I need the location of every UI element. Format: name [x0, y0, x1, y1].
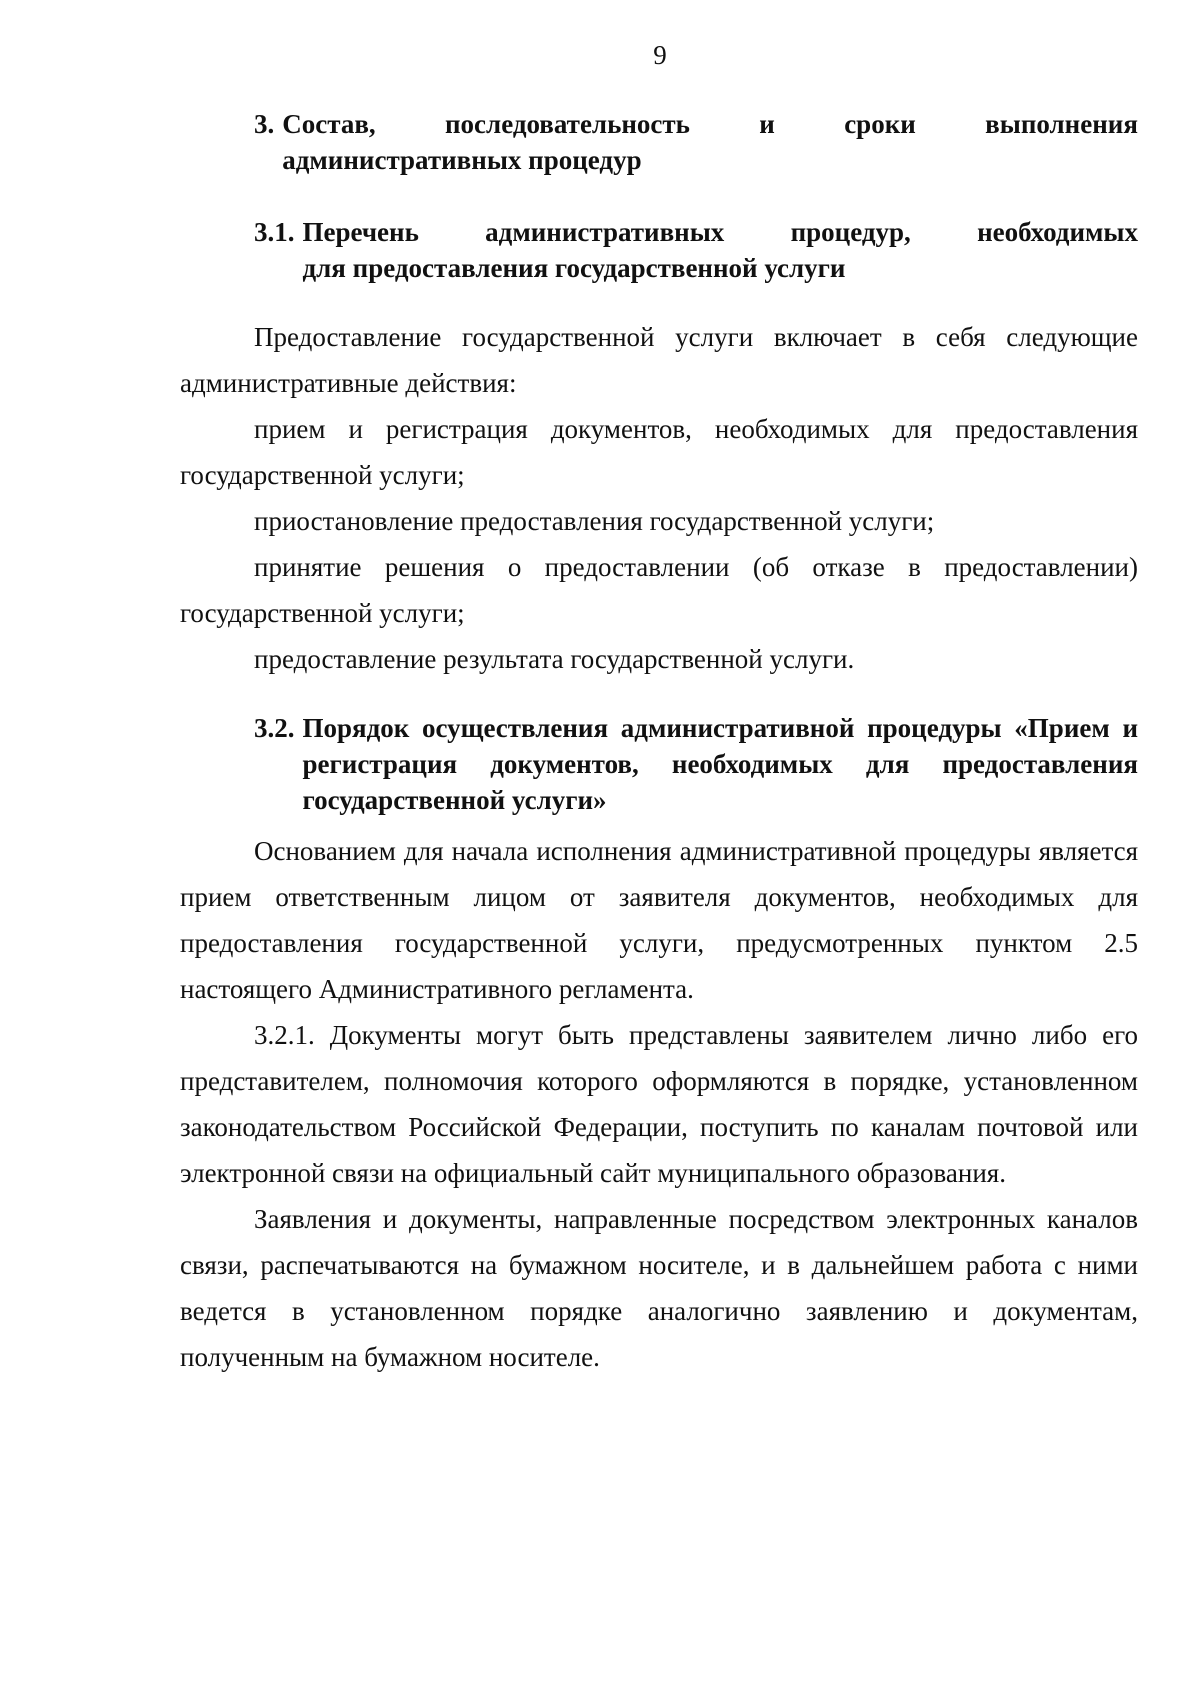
list-item: предоставление результата государственной услуги.: [254, 644, 855, 674]
heading-word: административных: [485, 217, 725, 247]
section-number: 3.: [254, 109, 275, 139]
heading-word: необходимых: [977, 217, 1138, 247]
section-number: 3.2.: [254, 713, 295, 743]
paragraph: Предоставление государственной услуги включает в себя следующие административные действия:: [180, 322, 1138, 398]
section-3-heading: [180, 106, 1138, 178]
list-item: принятие решения о предоставлении (об отказе в предоставлении) государственной услуги;: [180, 552, 1138, 628]
heading-text: Порядок осуществления административной процедуры «Прием и регистрация документов, необходимых для предоставления государственной услуги»: [302, 713, 1138, 815]
heading-word: и: [759, 109, 775, 139]
heading-line-1: [303, 214, 1139, 250]
heading-word: сроки: [844, 109, 916, 139]
heading-line-1: [282, 106, 1138, 142]
section-number: 3.1.: [254, 217, 295, 247]
list-item: приостановление предоставления государственной услуги;: [254, 506, 935, 536]
paragraph: Основанием для начала исполнения административной процедуры является прием ответственным лицом от заявителя документов, необходимых для предоставления государственной услуги, предусмотренных пунктом 2.5 настоящего Административного регламента.: [180, 836, 1138, 1004]
heading-word: процедур,: [790, 217, 911, 247]
heading-word: Состав,: [282, 109, 376, 139]
page-number: 9: [653, 40, 667, 70]
heading-word: выполнения: [985, 109, 1138, 139]
heading-line-2: административных процедур: [282, 145, 642, 175]
heading-line-2: для предоставления государственной услуги: [302, 253, 846, 283]
section-3-1-heading: [180, 214, 1138, 286]
list-item: прием и регистрация документов, необходимых для предоставления государственной услуги;: [180, 414, 1138, 490]
section-3-1-body: [180, 314, 1138, 682]
section-3-2-body: [180, 828, 1138, 1380]
paragraph: 3.2.1. Документы могут быть представлены заявителем лично либо его представителем, полномочия которого оформляются в порядке, установленном законодательством Российской Федерации, поступить по каналам почтовой или электронной связи на официальный сайт муниципального образования.: [180, 1020, 1138, 1188]
heading-word: последовательность: [445, 109, 690, 139]
paragraph: Заявления и документы, направленные посредством электронных каналов связи, распечатываются на бумажном носителе, и в дальнейшем работа с ними ведется в установленном порядке аналогично заявлению и документам, полученным на бумажном носителе.: [180, 1204, 1138, 1372]
heading-word: Перечень: [302, 217, 419, 247]
section-3-2-heading: [180, 710, 1138, 818]
